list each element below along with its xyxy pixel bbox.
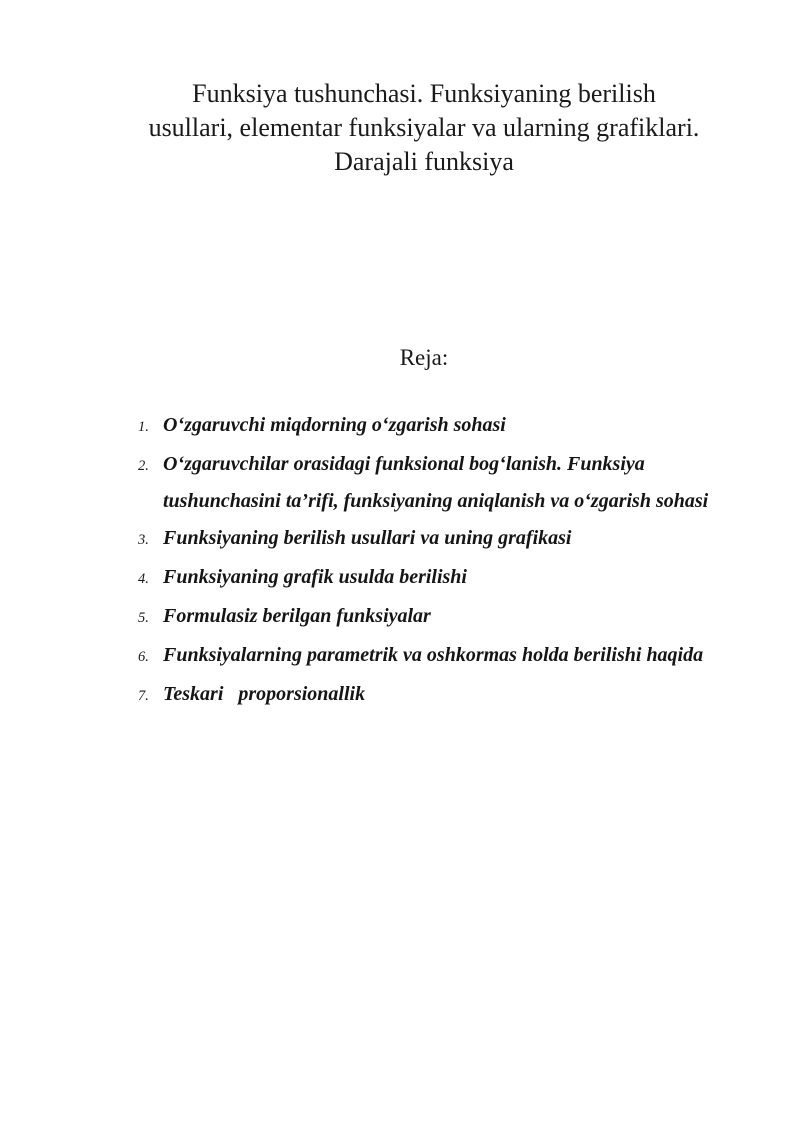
document-title-line-2: usullari, elementar funksiyalar va ularning grafiklari.: [148, 113, 700, 142]
plan-list-item-5: [138, 598, 715, 637]
list-item-number: 7.: [138, 688, 149, 704]
plan-list-item-7: [138, 676, 715, 715]
list-item-number: 3.: [138, 532, 149, 548]
plan-heading: Reja:: [399, 345, 449, 370]
plan-list-item-4: [138, 559, 715, 598]
list-item-number: 6.: [138, 649, 149, 665]
plan-list-item-2: [138, 446, 715, 520]
list-item-text: Funksiyaning grafik usulda berilishi: [163, 566, 467, 588]
plan-list-item-6: [138, 637, 715, 676]
document-title-line-1: Funksiya tushunchasi. Funksiyaning berilish: [192, 79, 656, 108]
list-item-number: 2.: [138, 458, 149, 474]
list-item-number: 1.: [138, 419, 149, 435]
list-item-text: Funksiyaning berilish usullari va uning grafikasi: [163, 527, 572, 549]
plan-list-item-1: [138, 407, 715, 446]
plan-list: [138, 407, 715, 715]
list-item-text: Teskari proporsionallik: [163, 683, 366, 705]
document-title: [56, 77, 792, 179]
list-item-text: O‘zgaruvchilar orasidagi funksional bog‘lanish. Funksiya tushunchasini ta’rifi, funksiyaning aniqlanish va o‘zgarish sohasi: [163, 453, 709, 512]
list-item-number: 4.: [138, 571, 149, 587]
list-item-text: O‘zgaruvchi miqdorning o‘zgarish sohasi: [163, 414, 506, 436]
list-item-number: 5.: [138, 610, 149, 626]
document-title-line-3: Darajali funksiya: [334, 147, 514, 176]
list-item-text: Funksiyalarning parametrik va oshkormas holda berilishi haqida: [163, 644, 704, 666]
list-item-text: Formulasiz berilgan funksiyalar: [163, 605, 431, 627]
plan-list-item-3: [138, 520, 715, 559]
